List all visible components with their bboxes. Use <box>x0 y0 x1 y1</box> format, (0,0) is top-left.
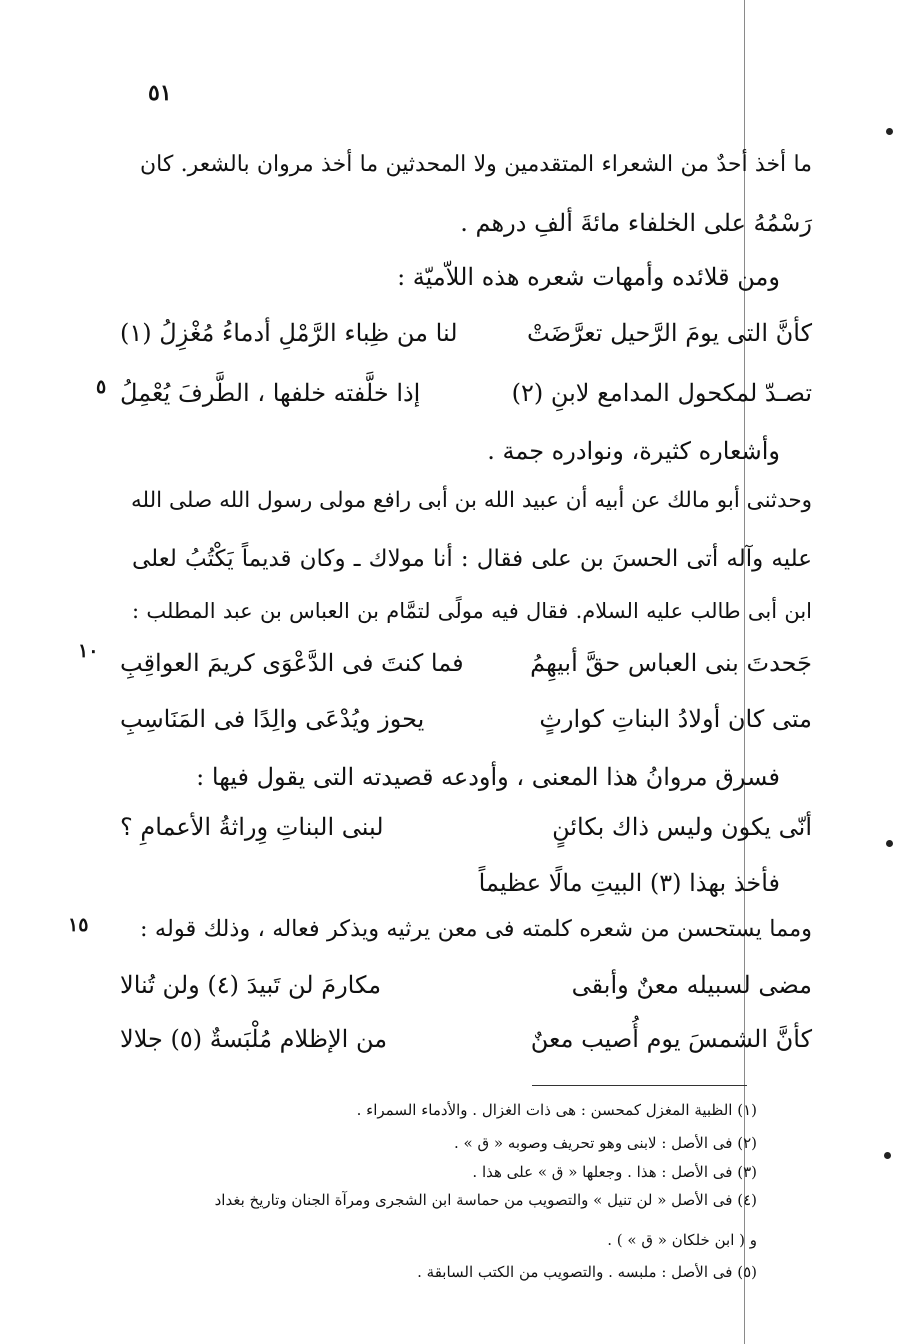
page-number: ٥١ <box>148 80 172 106</box>
body-line: فأخذ بهذا (٣) البيتِ مالًا عظيماً <box>478 869 780 897</box>
margin-dot <box>886 128 893 135</box>
verse-second-hemistich: فما كنتَ فى الدَّعْوَى كريمَ العواقِبِ <box>120 649 464 677</box>
line-number-marker: ١٥ <box>68 914 89 936</box>
verse-first-hemistich: مضى لسبيله معنٌ وأبقى <box>571 971 812 999</box>
verse-first-hemistich: متى كان أولادُ البناتِ كوارثٍ <box>539 705 812 733</box>
verse-line <box>120 318 812 348</box>
body-line: عليه وآله أتى الحسنَ بن على فقال : أنا مولاك ـ وكان قديماً يَكْتُبُ لعلى <box>132 546 812 572</box>
verse-second-hemistich: لبنى البناتِ وِراثةُ الأعمامِ ؟ <box>120 813 384 841</box>
verse-line <box>120 704 812 734</box>
verse-line <box>120 1024 812 1054</box>
verse-second-hemistich: يحوز ويُدْعَى والِدًا فى المَنَاسِبِ <box>120 705 425 733</box>
footnote: (٢) فى الأصل : لابنى وهو تحريف وصوبه « ق » . <box>454 1134 757 1152</box>
verse-second-hemistich: لنا من ظِباء الرَّمْلِ أدماءُ مُغْزِلُ (١) <box>120 319 458 347</box>
footnote-separator <box>532 1085 747 1086</box>
body-line: رَسْمُهُ على الخلفاء مائةَ ألفِ درهم . <box>460 209 812 237</box>
verse-line <box>120 648 812 678</box>
verse-second-hemistich: إذا خلَّفته خلفها ، الطَّرفَ يُعْمِلُ <box>120 379 421 407</box>
margin-dot <box>886 840 893 847</box>
body-line: ما أخذ أحدٌ من الشعراء المتقدمين ولا المحدثين ما أخذ مروان بالشعر. كان <box>140 152 812 177</box>
verse-first-hemistich: أنّى يكون وليس ذاك بكائنٍ <box>552 813 812 841</box>
verse-line <box>120 378 812 408</box>
footnote: (٣) فى الأصل : هذا . وجعلها « ق » على هذا . <box>472 1163 757 1181</box>
verse-line <box>120 812 812 842</box>
verse-first-hemistich: كأنَّ الشمسَ يوم أُصيب معنٌ <box>530 1025 812 1053</box>
body-line: ومن قلائده وأمهات شعره هذه اللاّميّة : <box>397 263 780 291</box>
footnote: (١) الظبية المغزل كمحسن : هى ذات الغزال . والأدماء السمراء . <box>356 1101 757 1119</box>
verse-second-hemistich: من الإظلام مُلْبَسةٌ (٥) جلالا <box>120 1025 388 1053</box>
margin-dot <box>884 1152 891 1159</box>
verse-first-hemistich: كأنَّ التى يومَ الرَّحيل تعرَّضَتْ <box>527 319 812 347</box>
footnote: (٤) فى الأصل « لن تنيل » والتصويب من حماسة ابن الشجرى ومرآة الجنان وتاريخ بغداد <box>214 1191 757 1209</box>
body-line: فسرق مروانُ هذا المعنى ، وأودعه قصيدته التى يقول فيها : <box>196 763 780 791</box>
body-line: ابن أبى طالب عليه السلام. فقال فيه مولًى لتمَّام بن العباس بن عبد المطلب : <box>132 599 812 623</box>
verse-first-hemistich: جَحدتَ بنى العباس حقَّ أبيهِمُ <box>530 649 812 677</box>
footnote: (٥) فى الأصل : ملبسه . والتصويب من الكتب السابقة . <box>417 1263 757 1281</box>
footnote: و ( ابن خلكان « ق » ) . <box>607 1231 757 1249</box>
verse-second-hemistich: مكارمَ لن تَبيدَ (٤) ولن تُنالا <box>120 971 382 999</box>
verse-line <box>120 970 812 1000</box>
body-line: وأشعاره كثيرة، ونوادره جمة . <box>487 437 780 465</box>
body-line: وحدثنى أبو مالك عن أبيه أن عبيد الله بن أبى رافع مولى رسول الله صلى الله <box>130 488 812 513</box>
verse-first-hemistich: تصـدّ لمكحول المدامع لابنِ (٢) <box>511 379 812 407</box>
line-number-marker: ٥ <box>96 376 107 398</box>
body-line: ومما يستحسن من شعره كلمته فى معن يرثيه ويذكر فعاله ، وذلك قوله : <box>140 916 812 942</box>
line-number-marker: ١٠ <box>78 640 99 662</box>
